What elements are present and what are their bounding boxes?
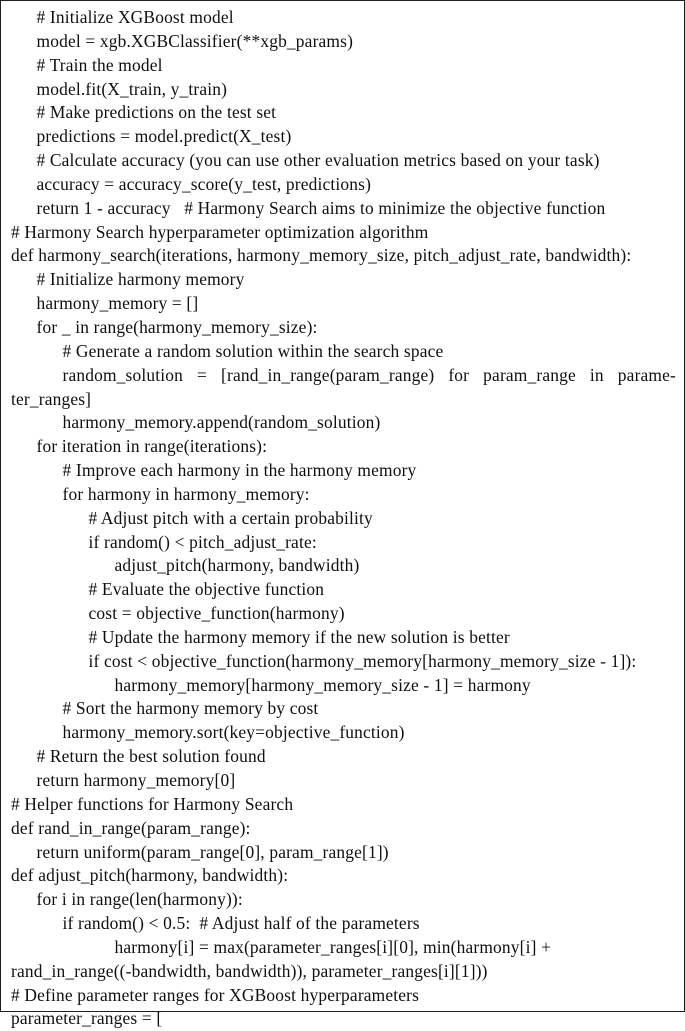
code-line: # Calculate accuracy (you can use other evaluation metrics based on your task)	[36, 150, 600, 171]
code-line: # Update the harmony memory if the new solution is better	[88, 626, 510, 647]
code-line: def harmony_search(iterations, harmony_memory_size, pitch_adjust_rate, bandwidth):	[11, 245, 632, 266]
code-line: # Generate a random solution within the search space	[62, 340, 444, 361]
code-line: return 1 - accuracy # Harmony Search aims to minimize the objective function	[36, 197, 606, 218]
code-line: # Harmony Search hyperparameter optimization algorithm	[11, 221, 429, 242]
code-line: model.fit(X_train, y_train)	[36, 78, 228, 99]
code-line: if random() < 0.5: # Adjust half of the parameters	[62, 913, 420, 934]
code-line: random_solution = [rand_in_range(param_range) for param_range in parame‐ter_ranges]	[11, 364, 676, 409]
code-line: for iteration in range(iterations):	[36, 436, 268, 457]
code-line: harmony_memory[harmony_memory_size - 1] = harmony	[114, 674, 531, 695]
code-line: for _ in range(harmony_memory_size):	[36, 316, 318, 337]
code-line: # Helper functions for Harmony Search	[11, 793, 294, 814]
code-line: for harmony in harmony_memory:	[62, 483, 310, 504]
code-line: if random() < pitch_adjust_rate:	[88, 531, 317, 552]
code-line: # Return the best solution found	[36, 746, 266, 767]
code-line: # Make predictions on the test set	[36, 102, 277, 123]
code-line: cost = objective_function(harmony)	[88, 603, 345, 624]
code-line: for i in range(len(harmony)):	[36, 889, 243, 910]
code-line: adjust_pitch(harmony, bandwidth)	[114, 555, 360, 576]
code-line: return harmony_memory[0]	[36, 770, 236, 790]
code-line: parameter_ranges = [	[11, 1008, 163, 1029]
code-line: harmony_memory = []	[36, 293, 199, 314]
code-line: # Initialize XGBoost model	[36, 7, 234, 27]
code-line: # Sort the harmony memory by cost	[62, 698, 319, 719]
code-lines-container	[3, 3, 682, 1031]
code-line: # Define parameter ranges for XGBoost hyperparameters	[11, 984, 420, 1005]
code-line: # Initialize harmony memory	[36, 269, 245, 290]
code-line: if cost < objective_function(harmony_memory[harmony_memory_size - 1]):	[88, 650, 637, 671]
code-line: def rand_in_range(param_range):	[11, 817, 251, 838]
code-line: harmony_memory.append(random_solution)	[62, 412, 381, 433]
code-line: # Train the model	[36, 54, 163, 75]
code-line: return uniform(param_range[0], param_range[1])	[36, 841, 389, 862]
code-line: model = xgb.XGBClassifier(**xgb_params)	[36, 30, 354, 51]
code-line: predictions = model.predict(X_test)	[36, 126, 292, 147]
code-line: # Improve each harmony in the harmony memory	[62, 460, 417, 481]
code-line: harmony[i] = max(parameter_ranges[i][0], min(harmony[i] + rand_in_range((-bandwidth, bandwidth)), parameter_ranges[i][1]))	[11, 936, 556, 981]
code-line: accuracy = accuracy_score(y_test, predictions)	[36, 173, 372, 194]
code-line: # Adjust pitch with a certain probability	[88, 507, 373, 528]
code-line: # Evaluate the objective function	[88, 579, 325, 600]
code-line: harmony_memory.sort(key=objective_function)	[62, 722, 405, 743]
code-line: def adjust_pitch(harmony, bandwidth):	[11, 865, 289, 886]
